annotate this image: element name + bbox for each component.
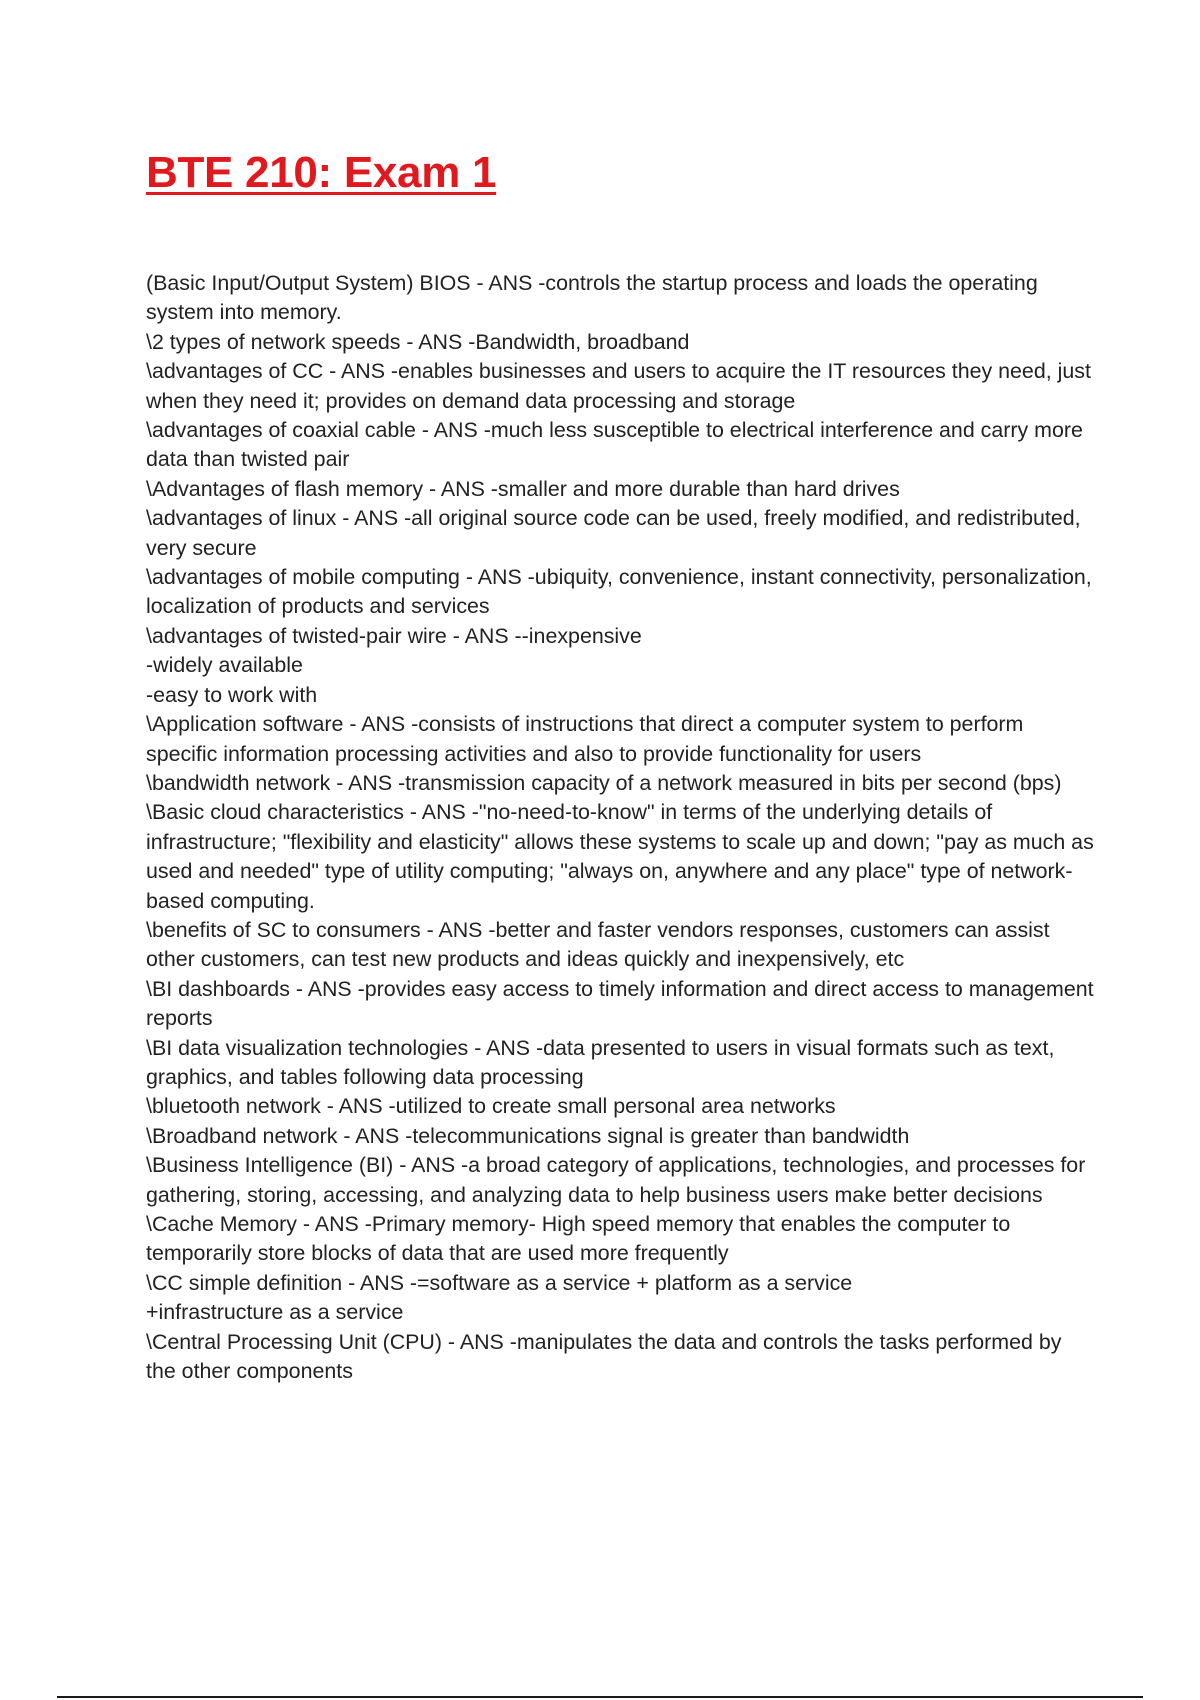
flashcard-entry: \Broadband network - ANS -telecommunications signal is greater than bandwidth — [146, 1123, 910, 1148]
flashcard-entry: \Advantages of flash memory - ANS -smaller and more durable than hard drives — [146, 476, 900, 501]
flashcard-list — [146, 269, 1096, 1386]
footer-divider — [57, 1696, 1143, 1698]
flashcard-entry: \advantages of twisted-pair wire - ANS --inexpensive -widely available -easy to work with — [146, 623, 642, 707]
flashcard-entry: \advantages of linux - ANS -all original source code can be used, freely modified, and redistributed, very secure — [146, 506, 1081, 560]
flashcard-entry: \BI dashboards - ANS -provides easy access to timely information and direct access to management reports — [146, 976, 1094, 1031]
flashcard-entry: \Business Intelligence (BI) - ANS -a broad category of applications, technologies, and processes for gathering, storing, accessing, and analyzing data to help business users make better decisions — [146, 1153, 1086, 1207]
flashcard-entry: \advantages of mobile computing - ANS -ubiquity, convenience, instant connectivity, personalization, localization of products and services — [146, 565, 1092, 619]
flashcard-entry: \2 types of network speeds - ANS -Bandwidth, broadband — [146, 329, 690, 354]
flashcard-entry: (Basic Input/Output System) BIOS - ANS -controls the startup process and loads the operating system into memory. — [146, 271, 1038, 325]
flashcard-entry: \Application software - ANS -consists of instructions that direct a computer system to perform specific information processing activities and also to provide functionality for users — [146, 712, 1024, 766]
flashcard-entry: \Cache Memory - ANS -Primary memory- High speed memory that enables the computer to temporarily store blocks of data that are used more frequently — [146, 1212, 1011, 1266]
flashcard-entry: \bluetooth network - ANS -utilized to create small personal area networks — [146, 1094, 836, 1119]
document-title: BTE 210: Exam 1 — [146, 148, 497, 197]
flashcard-entry: \benefits of SC to consumers - ANS -better and faster vendors responses, customers can assist other customers, can test new products and ideas quickly and inexpensively, etc — [146, 917, 1050, 972]
flashcard-entry: \BI data visualization technologies - ANS -data presented to users in visual formats such as text, graphics, and tables following data processing — [146, 1035, 1055, 1089]
flashcard-entry: \CC simple definition - ANS -=software as a service + platform as a service +infrastructure as a service — [146, 1270, 853, 1325]
flashcard-entry: \bandwidth network - ANS -transmission capacity of a network measured in bits per second (bps) — [146, 770, 1062, 795]
flashcard-entry: \Basic cloud characteristics - ANS -"no-need-to-know" in terms of the underlying details of infrastructure; "flexibility and elasticity" allows these systems to scale up and down; "pay as much as used and needed" type of utility computing; "always on, anywhere and any place" type of network-based computing. — [146, 800, 1094, 913]
flashcard-entry: \Central Processing Unit (CPU) - ANS -manipulates the data and controls the tasks performed by the other components — [146, 1329, 1062, 1384]
flashcard-entry: \advantages of coaxial cable - ANS -much less susceptible to electrical interference and carry more data than twisted pair — [146, 418, 1083, 472]
flashcard-entry: \advantages of CC - ANS -enables businesses and users to acquire the IT resources they need, just when they need it; provides on demand data processing and storage — [146, 359, 1091, 413]
